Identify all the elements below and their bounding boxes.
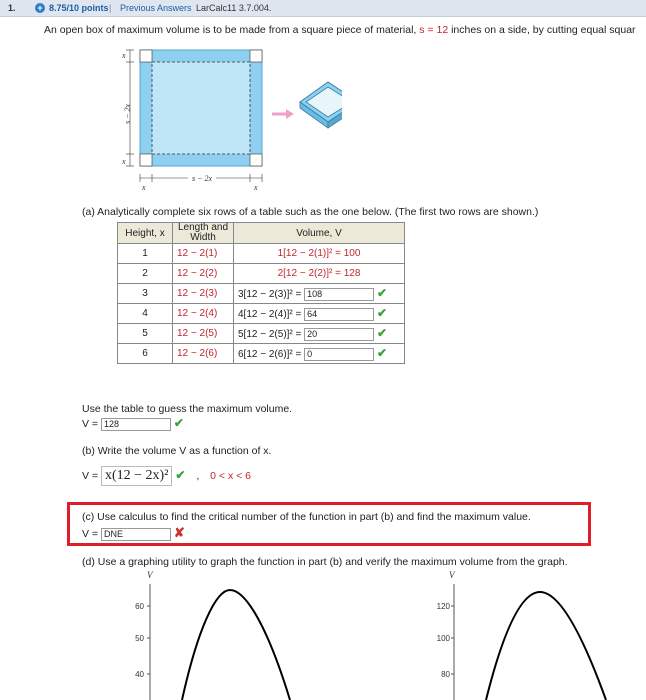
table-row: 1 12 − 2(1) 1[12 − 2(1)]² = 100 — [118, 244, 405, 264]
table-row: 4 12 − 2(4) 4[12 − 2(4)]² = 64 ✔ — [118, 304, 405, 324]
label-x-bottom-b: x — [254, 183, 258, 192]
table-row: 3 12 − 2(3) 3[12 − 2(3)]² = 108 ✔ — [118, 284, 405, 304]
guess-instruction: Use the table to guess the maximum volume. — [82, 403, 293, 415]
graph2-tick: 120 — [436, 602, 450, 611]
answer-input-row4[interactable]: 64 — [304, 308, 374, 321]
graph2-tick: 80 — [441, 670, 450, 679]
label-x-bottom-a: x — [142, 183, 146, 192]
check-icon: ✔ — [376, 286, 387, 301]
critical-value-input[interactable]: DNE — [101, 528, 171, 541]
check-icon: ✔ — [376, 346, 387, 361]
previous-answers-link[interactable]: Previous Answers — [120, 3, 192, 13]
graph1-axis-label: V — [147, 570, 153, 580]
graph2-axis-label: V — [449, 570, 455, 580]
domain-text: 0 < x < 6 — [210, 470, 252, 482]
table-row: 5 12 − 2(5) 5[12 − 2(5)]² = 20 ✔ — [118, 324, 405, 344]
problem-code: LarCalc11 3.7.004. — [196, 3, 272, 13]
check-icon: ✔ — [376, 326, 387, 341]
points-score: 8.75/10 points — [49, 3, 109, 13]
problem-prompt: An open box of maximum volume is to be made from a square piece of material, s = 12 inches on a side, by cutting equal squar — [44, 24, 636, 36]
s-value: s = 12 — [419, 24, 449, 36]
check-icon: ✔ — [175, 468, 186, 482]
cross-icon: ✘ — [173, 525, 185, 540]
header-height: Height, x — [118, 223, 173, 244]
check-icon: ✔ — [173, 416, 184, 430]
box-figure — [112, 44, 342, 194]
question-header — [0, 0, 646, 17]
separator: | — [109, 3, 112, 13]
graph1-tick: 50 — [135, 634, 144, 643]
graph2-curve — [486, 592, 606, 700]
graph-1 — [118, 568, 318, 700]
part-a-instruction: (a) Analytically complete six rows of a table such as the one below. (The first two rows are shown.) — [82, 206, 539, 218]
label-x-bottom-left: x — [122, 157, 126, 166]
label-s-2x-horizontal: s − 2x — [191, 174, 213, 183]
part-b-instruction: (b) Write the volume V as a function of x. — [82, 445, 272, 457]
guess-input[interactable]: 128 — [101, 418, 171, 431]
part-c-answer-row: V = DNE ✘ — [82, 525, 185, 540]
answer-input-row6[interactable]: 0 — [304, 348, 374, 361]
question-number: 1. — [8, 3, 16, 13]
graph2-tick: 100 — [436, 634, 450, 643]
graph1-tick: 60 — [135, 602, 144, 611]
answer-input-row5[interactable]: 20 — [304, 328, 374, 341]
answer-input-row3[interactable]: 108 — [304, 288, 374, 301]
function-input[interactable]: x(12 − 2x)² — [101, 466, 172, 486]
part-c-instruction: (c) Use calculus to find the critical number of the function in part (b) and find the maximum value. — [82, 511, 531, 523]
header-length-width: Length and Width — [173, 223, 234, 244]
label-s-2x-vertical: s − 2x — [123, 103, 132, 125]
check-icon: ✔ — [376, 306, 387, 321]
volume-table — [117, 222, 405, 364]
table-row: 6 12 − 2(6) 6[12 − 2(6)]² = 0 ✔ — [118, 344, 405, 364]
graph1-tick: 40 — [135, 670, 144, 679]
guess-answer-row: V = 128 ✔ — [82, 416, 184, 430]
header-volume: Volume, V — [234, 223, 405, 244]
part-d-instruction: (d) Use a graphing utility to graph the function in part (b) and verify the maximum volume from the graph. — [82, 556, 568, 568]
table-row: 2 12 − 2(2) 2[12 − 2(2)]² = 128 — [118, 264, 405, 284]
label-x-top-left: x — [122, 51, 126, 60]
expand-plus-icon[interactable]: + — [35, 3, 45, 13]
graph-2 — [420, 568, 646, 700]
part-b-answer-row: V = x(12 − 2x)² ✔ , 0 < x < 6 — [82, 466, 251, 486]
graph1-curve — [182, 590, 290, 700]
